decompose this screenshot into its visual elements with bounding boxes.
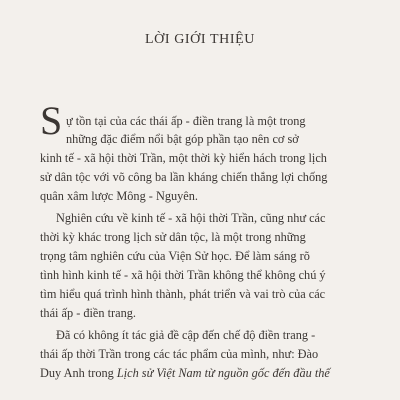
paragraph-3-line-1: Đã có không ít tác giả đề cập đến chế độ điền trang - bbox=[56, 328, 316, 342]
paragraph-2-line-4: tình hình kinh tế - xã hội thời Trần không thể không chú ý bbox=[40, 268, 326, 282]
paragraph-2-line-6: thái ấp - điền trang. bbox=[40, 306, 136, 320]
paragraph-1-line-5: quân xâm lược Mông - Nguyên. bbox=[40, 189, 198, 203]
book-title-italic: Lịch sử Việt Nam từ nguồn gốc đến đầu thế bbox=[116, 366, 330, 380]
drop-cap: S bbox=[40, 98, 63, 143]
page-title: LỜI GIỚI THIỆU bbox=[144, 32, 255, 47]
paragraph-3-line-2: thái ấp thời Trần trong các tác phẩm của mình, như: Đào bbox=[40, 347, 319, 361]
paragraph-3-line-3 bbox=[40, 366, 330, 380]
paragraph-1-line-3: kinh tế - xã hội thời Trần, một thời kỳ hiển hách trong lịch bbox=[40, 151, 327, 165]
paragraph-1-line-2: những đặc điểm nổi bật góp phần tạo nên cơ sở bbox=[66, 132, 299, 146]
paragraph-2-line-3: trọng tâm nghiên cứu của Viện Sử học. Để làm sáng rõ bbox=[40, 249, 310, 263]
paragraph-2-line-5: tìm hiểu quá trình hình thành, phát triển và vai trò của các bbox=[40, 287, 326, 301]
paragraph-2-line-1: Nghiên cứu về kinh tế - xã hội thời Trần, cũng như các bbox=[56, 211, 326, 225]
paragraph-1-line-4: sử dân tộc với võ công ba lần kháng chiến thắng lợi chống bbox=[40, 170, 328, 184]
paragraph-2-line-2: thời kỳ khác trong lịch sử dân tộc, là một trong những bbox=[40, 230, 306, 244]
paragraph-3-line-3-prefix: Duy Anh trong bbox=[40, 366, 117, 380]
paragraph-1-line-1: ự tồn tại của các thái ấp - điền trang là một trong bbox=[66, 114, 306, 128]
